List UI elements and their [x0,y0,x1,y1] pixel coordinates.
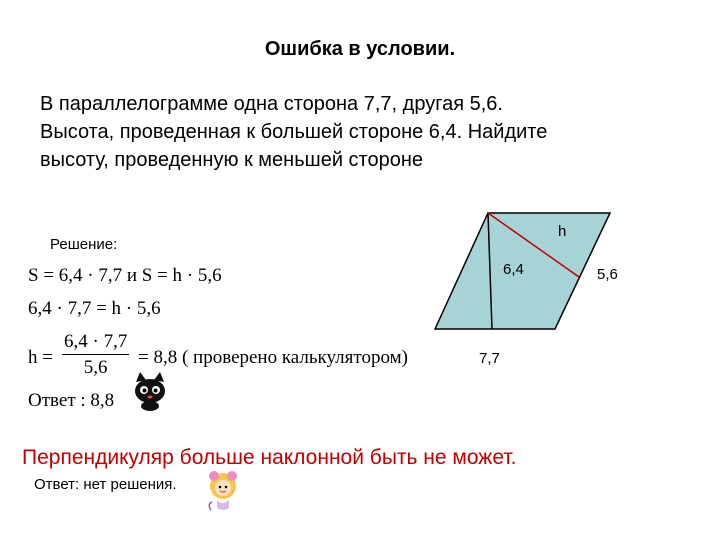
problem-line-3: высоту, проведенную к меньшей стороне [40,149,424,171]
label-height: 6,4 [503,261,524,278]
equation-area: S = 6,4 · 7,7 и S = h · 5,6 [28,265,222,286]
girl-icon [203,470,243,514]
solution-answer: Ответ : 8,8 [28,390,115,411]
problem-statement [40,90,680,174]
equation-h-rhs: = 8,8 ( проверено калькулятором) [138,347,408,368]
fraction [62,330,129,381]
fraction-numerator: 6,4 · 7,7 [62,330,129,355]
final-answer: Ответ: нет решения. [34,476,177,493]
label-base: 7,7 [479,350,500,367]
solution-label: Решение: [50,236,118,253]
error-statement: Перпендикуляр больше наклонной быть не может. [22,446,517,469]
problem-line-2: Высота, проведенная к большей стороне 6,4. Найдите [40,121,548,143]
label-side-short: 5,6 [597,266,618,283]
slide-title: Ошибка в условии. [264,38,456,60]
parallelogram-diagram [425,205,665,375]
label-h: h [558,223,567,240]
cat-icon [128,372,172,412]
equation-h-fraction [28,330,448,390]
fraction-denominator: 5,6 [83,357,108,378]
equation-product: 6,4 · 7,7 = h · 5,6 [28,298,161,319]
equation-h-lhs: h = [28,347,53,368]
problem-line-1: В параллелограмме одна сторона 7,7, другая 5,6. [40,93,503,115]
